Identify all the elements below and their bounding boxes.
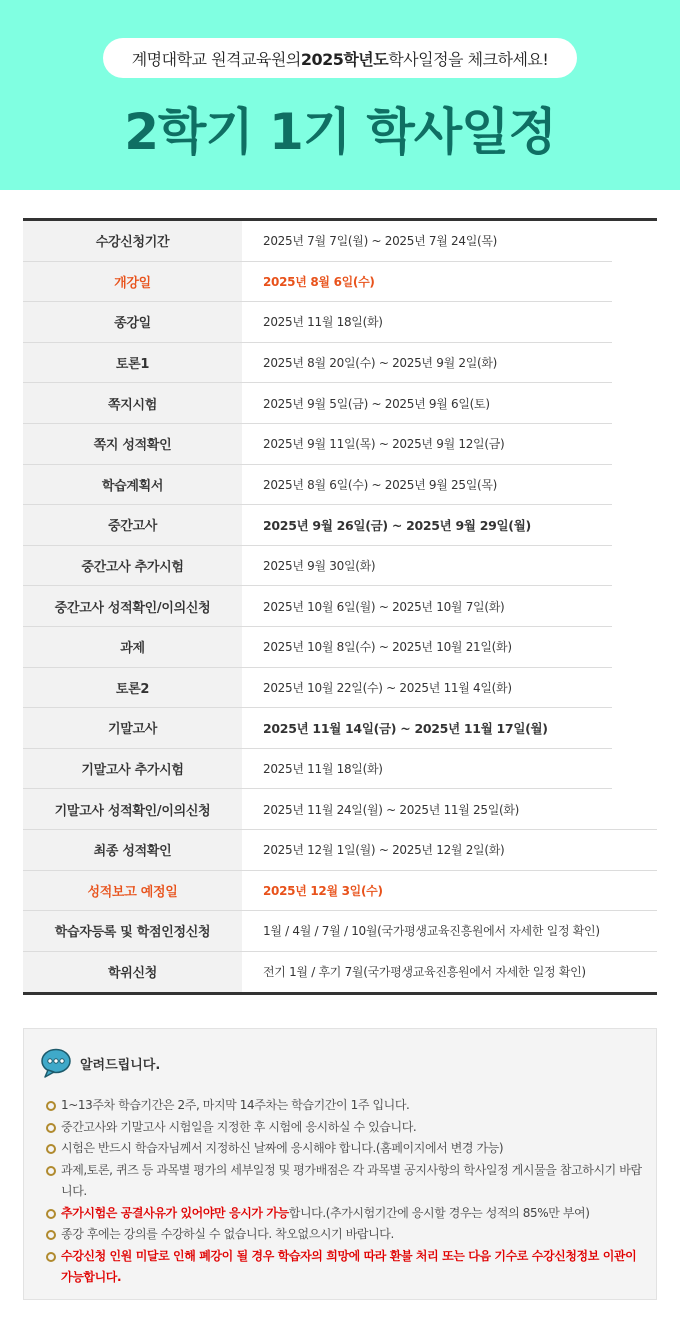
schedule-label: 중간고사 성적확인/이의신청: [23, 586, 242, 627]
schedule-label: 학습계획서: [23, 465, 242, 506]
notice-item-text: 1~13주차 학습기간은 2주, 마지막 14주차는 학습기간이 1주 입니다.: [61, 1098, 410, 1112]
schedule-label: 쪽지 성적확인: [23, 424, 242, 465]
schedule-value: 2025년 11월 14일(금) ~ 2025년 11월 17일(월): [242, 708, 612, 749]
schedule-value: 2025년 9월 11일(목) ~ 2025년 9월 12일(금): [242, 424, 612, 465]
schedule-value: 2025년 12월 1일(월) ~ 2025년 12월 2일(화): [242, 830, 657, 871]
schedule-label: 최종 성적확인: [23, 830, 242, 871]
schedule-label: 성적보고 예정일: [23, 871, 242, 912]
schedule-row: [23, 465, 657, 506]
notice-item-text: 합니다.(추가시험기간에 응시할 경우는 성적의 85%만 부여): [288, 1205, 590, 1220]
schedule-row: [23, 749, 657, 790]
schedule-label: 기말고사 성적확인/이의신청: [23, 789, 242, 830]
schedule-label: 중간고사: [23, 505, 242, 546]
schedule-row: [23, 668, 657, 709]
schedule-value: 2025년 10월 8일(수) ~ 2025년 10월 21일(화): [242, 627, 612, 668]
schedule-row: [23, 627, 657, 668]
schedule-value: 2025년 9월 5일(금) ~ 2025년 9월 6일(토): [242, 383, 612, 424]
schedule-label: 토론2: [23, 668, 242, 709]
schedule-label: 토론1: [23, 343, 242, 384]
schedule-row: [23, 383, 657, 424]
notice-item: [46, 1095, 646, 1117]
notice-item-text: 수강신청 인원 미달로 인해 폐강이 될 경우 학습자의 희망에 따라 환불 처리 또는 다음 기수로 수강신청정보 이관이 가능합니다.: [61, 1248, 637, 1284]
schedule-row: [23, 302, 657, 343]
schedule-label: 학위신청: [23, 952, 242, 993]
schedule-value: 2025년 8월 6일(수): [242, 262, 612, 303]
notice-list: [46, 1095, 646, 1289]
page-title: 2학기 1기 학사일정: [124, 103, 556, 161]
schedule-value: 2025년 11월 18일(화): [242, 302, 612, 343]
schedule-row: [23, 830, 657, 871]
schedule-value: 2025년 7월 7일(월) ~ 2025년 7월 24일(목): [242, 221, 612, 262]
notice-item-text: 과제,토론, 퀴즈 등 과목별 평가의 세부일정 및 평가배점은 각 과목별 공지사항의 학사일정 게시물을 참고하시기 바랍니다.: [61, 1162, 642, 1198]
schedule-label: 기말고사: [23, 708, 242, 749]
notice-title: 알려드립니다.: [80, 1057, 161, 1073]
notice-item-text: 종강 후에는 강의를 수강하실 수 없습니다. 착오없으시기 바랍니다.: [61, 1227, 394, 1241]
schedule-value: 2025년 10월 6일(월) ~ 2025년 10월 7일(화): [242, 586, 612, 627]
schedule-label: 중간고사 추가시험: [23, 546, 242, 587]
schedule-value: 전기 1월 / 후기 7월(국가평생교육진흥원에서 자세한 일정 확인): [263, 965, 586, 980]
notice-item: [46, 1138, 646, 1160]
schedule-value: 2025년 10월 22일(수) ~ 2025년 11월 4일(화): [242, 668, 612, 709]
schedule-value: 2025년 8월 20일(수) ~ 2025년 9월 2일(화): [242, 343, 612, 384]
hero-subtitle-suffix: 학사일정을 체크하세요!: [388, 49, 549, 69]
schedule-row: [23, 424, 657, 465]
schedule-label: 학습자등록 및 학점인정신청: [23, 911, 242, 952]
notice-item: [46, 1160, 646, 1203]
schedule-value: 1월 / 4월 / 7월 / 10월(국가평생교육진흥원에서 자세한 일정 확인): [242, 911, 657, 952]
schedule-row: [23, 343, 657, 384]
schedule-value: 2025년 11월 18일(화): [242, 749, 612, 790]
notice-box: [23, 1028, 657, 1300]
hero-banner: [0, 0, 680, 190]
schedule-label: 개강일: [23, 262, 242, 303]
notice-item: [46, 1203, 646, 1225]
schedule-row: [23, 911, 657, 952]
schedule-row: [23, 505, 657, 546]
schedule-label: 종강일: [23, 302, 242, 343]
schedule-label: 기말고사 추가시험: [23, 749, 242, 790]
schedule-row: [23, 262, 657, 303]
speech-bubble-icon: [40, 1047, 72, 1079]
schedule-value: 2025년 11월 24일(월) ~ 2025년 11월 25일(화): [242, 789, 657, 830]
schedule-row: [23, 952, 657, 993]
notice-item: [46, 1117, 646, 1139]
notice-item: [46, 1224, 646, 1246]
schedule-label: 과제: [23, 627, 242, 668]
notice-header: [40, 1047, 160, 1079]
schedule-table: [23, 218, 657, 995]
schedule-value: 2025년 9월 26일(금) ~ 2025년 9월 29일(월): [242, 505, 612, 546]
schedule-value: 2025년 8월 6일(수) ~ 2025년 9월 25일(목): [242, 465, 612, 506]
schedule-label: 수강신청기간: [23, 221, 242, 262]
hero-subtitle-year: 2025학년도: [300, 49, 389, 69]
schedule-row: [23, 789, 657, 830]
schedule-row: [23, 708, 657, 749]
notice-item-text: 시험은 반드시 학습자님께서 지정하신 날짜에 응시해야 합니다.(홈페이지에서 변경 가능): [61, 1141, 504, 1155]
notice-item-text: 중간고사와 기말고사 시험일을 지정한 후 시험에 응시하실 수 있습니다.: [61, 1119, 417, 1134]
schedule-row: [23, 221, 657, 262]
schedule-value: 2025년 12월 3일(수): [242, 871, 657, 912]
schedule-row: [23, 586, 657, 627]
notice-item: [46, 1246, 646, 1289]
hero-subtitle-pill: [103, 38, 577, 78]
hero-subtitle-prefix: 계명대학교 원격교육원의: [131, 49, 301, 69]
schedule-row: [23, 871, 657, 912]
notice-item-emphasis: 추가시험은 공결사유가 있어야만 응시가 가능: [61, 1205, 289, 1220]
schedule-label: 쪽지시험: [23, 383, 242, 424]
schedule-row: [23, 546, 657, 587]
schedule-value: 2025년 9월 30일(화): [242, 546, 612, 587]
